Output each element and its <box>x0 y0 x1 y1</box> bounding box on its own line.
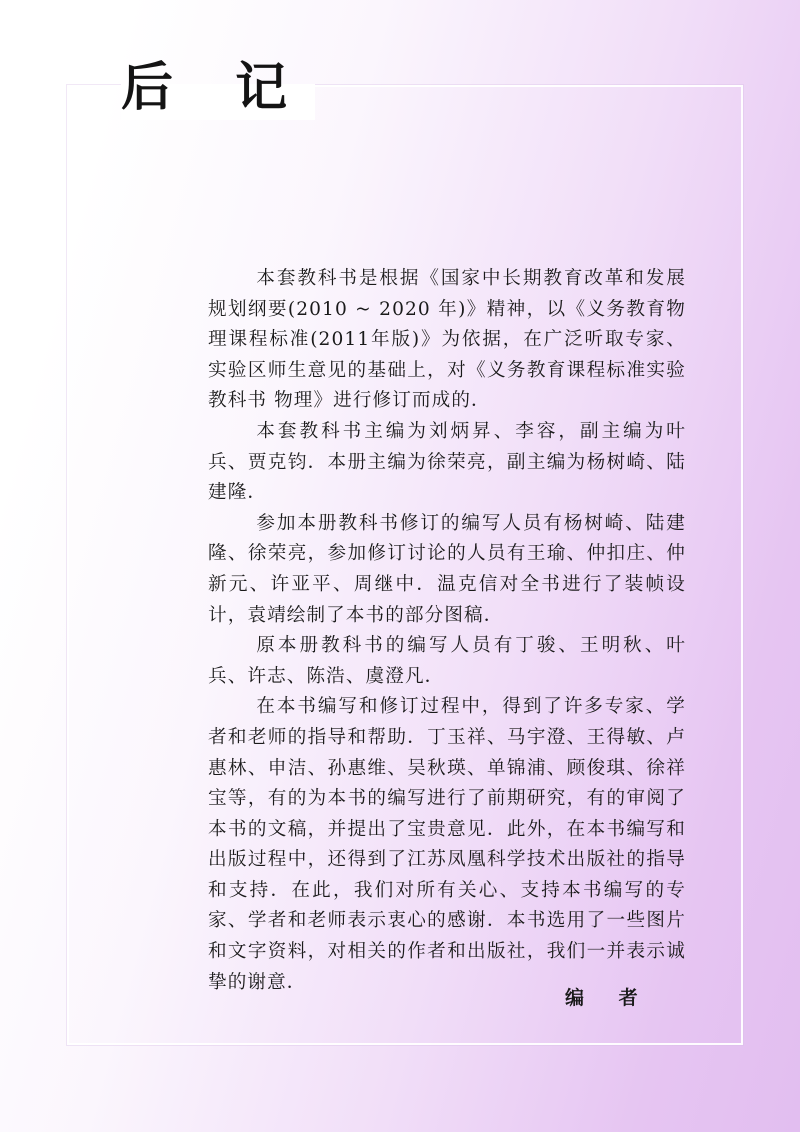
paragraph-original-authors: 原本册教科书的编写人员有丁骏、王明秋、叶兵、许志、陈浩、虞澄凡． <box>208 635 686 687</box>
paragraph-acknowledgements: 在本书编写和修订过程中，得到了许多专家、学者和老师的指导和帮助．丁玉祥、马宇澄、王得敏、卢惠林、申洁、孙惠维、吴秋瑛、单锦浦、顾俊琪、徐祥宝等，有的为本书的编写进行了前期研究，有的审阅了本书的文稿，并提出了宝贵意见．此外，在本书编写和出版过程中，还得到了江苏凤凰科学技术出版社的指导和支持．在此，我们对所有关心、支持本书编写的专家、学者和老师表示衷心的感谢．本书选用了一些图片和文字资料，对相关的作者和出版社，我们一并表示诚挚的谢意． <box>208 696 686 993</box>
paragraph-editors: 本套教科书主编为刘炳昇、李容，副主编为叶兵、贾克钧．本册主编为徐荣亮，副主编为杨树崎、陆建隆． <box>208 420 686 504</box>
signature: 编 者 <box>565 987 652 1009</box>
paragraph-revision-basis: 本套教科书是根据《国家中长期教育改革和发展规划纲要(2010 ~ 2020 年)》精神，以《义务教育物理课程标准(2011年版)》为依据，在广泛听取专家、实验区师生意见的基础上，对《义务教育课程标准实验教科书 物理》进行修订而成的． <box>208 268 686 412</box>
paragraph-revision-staff: 参加本册教科书修订的编写人员有杨树崎、陆建隆、徐荣亮，参加修订讨论的人员有王瑜、仲扣庄、仲新元、许亚平、周继中．温克信对全书进行了装帧设计，袁靖绘制了本书的部分图稿． <box>208 512 686 626</box>
afterword-body <box>208 264 686 998</box>
page-title: 后 记 <box>121 56 315 120</box>
